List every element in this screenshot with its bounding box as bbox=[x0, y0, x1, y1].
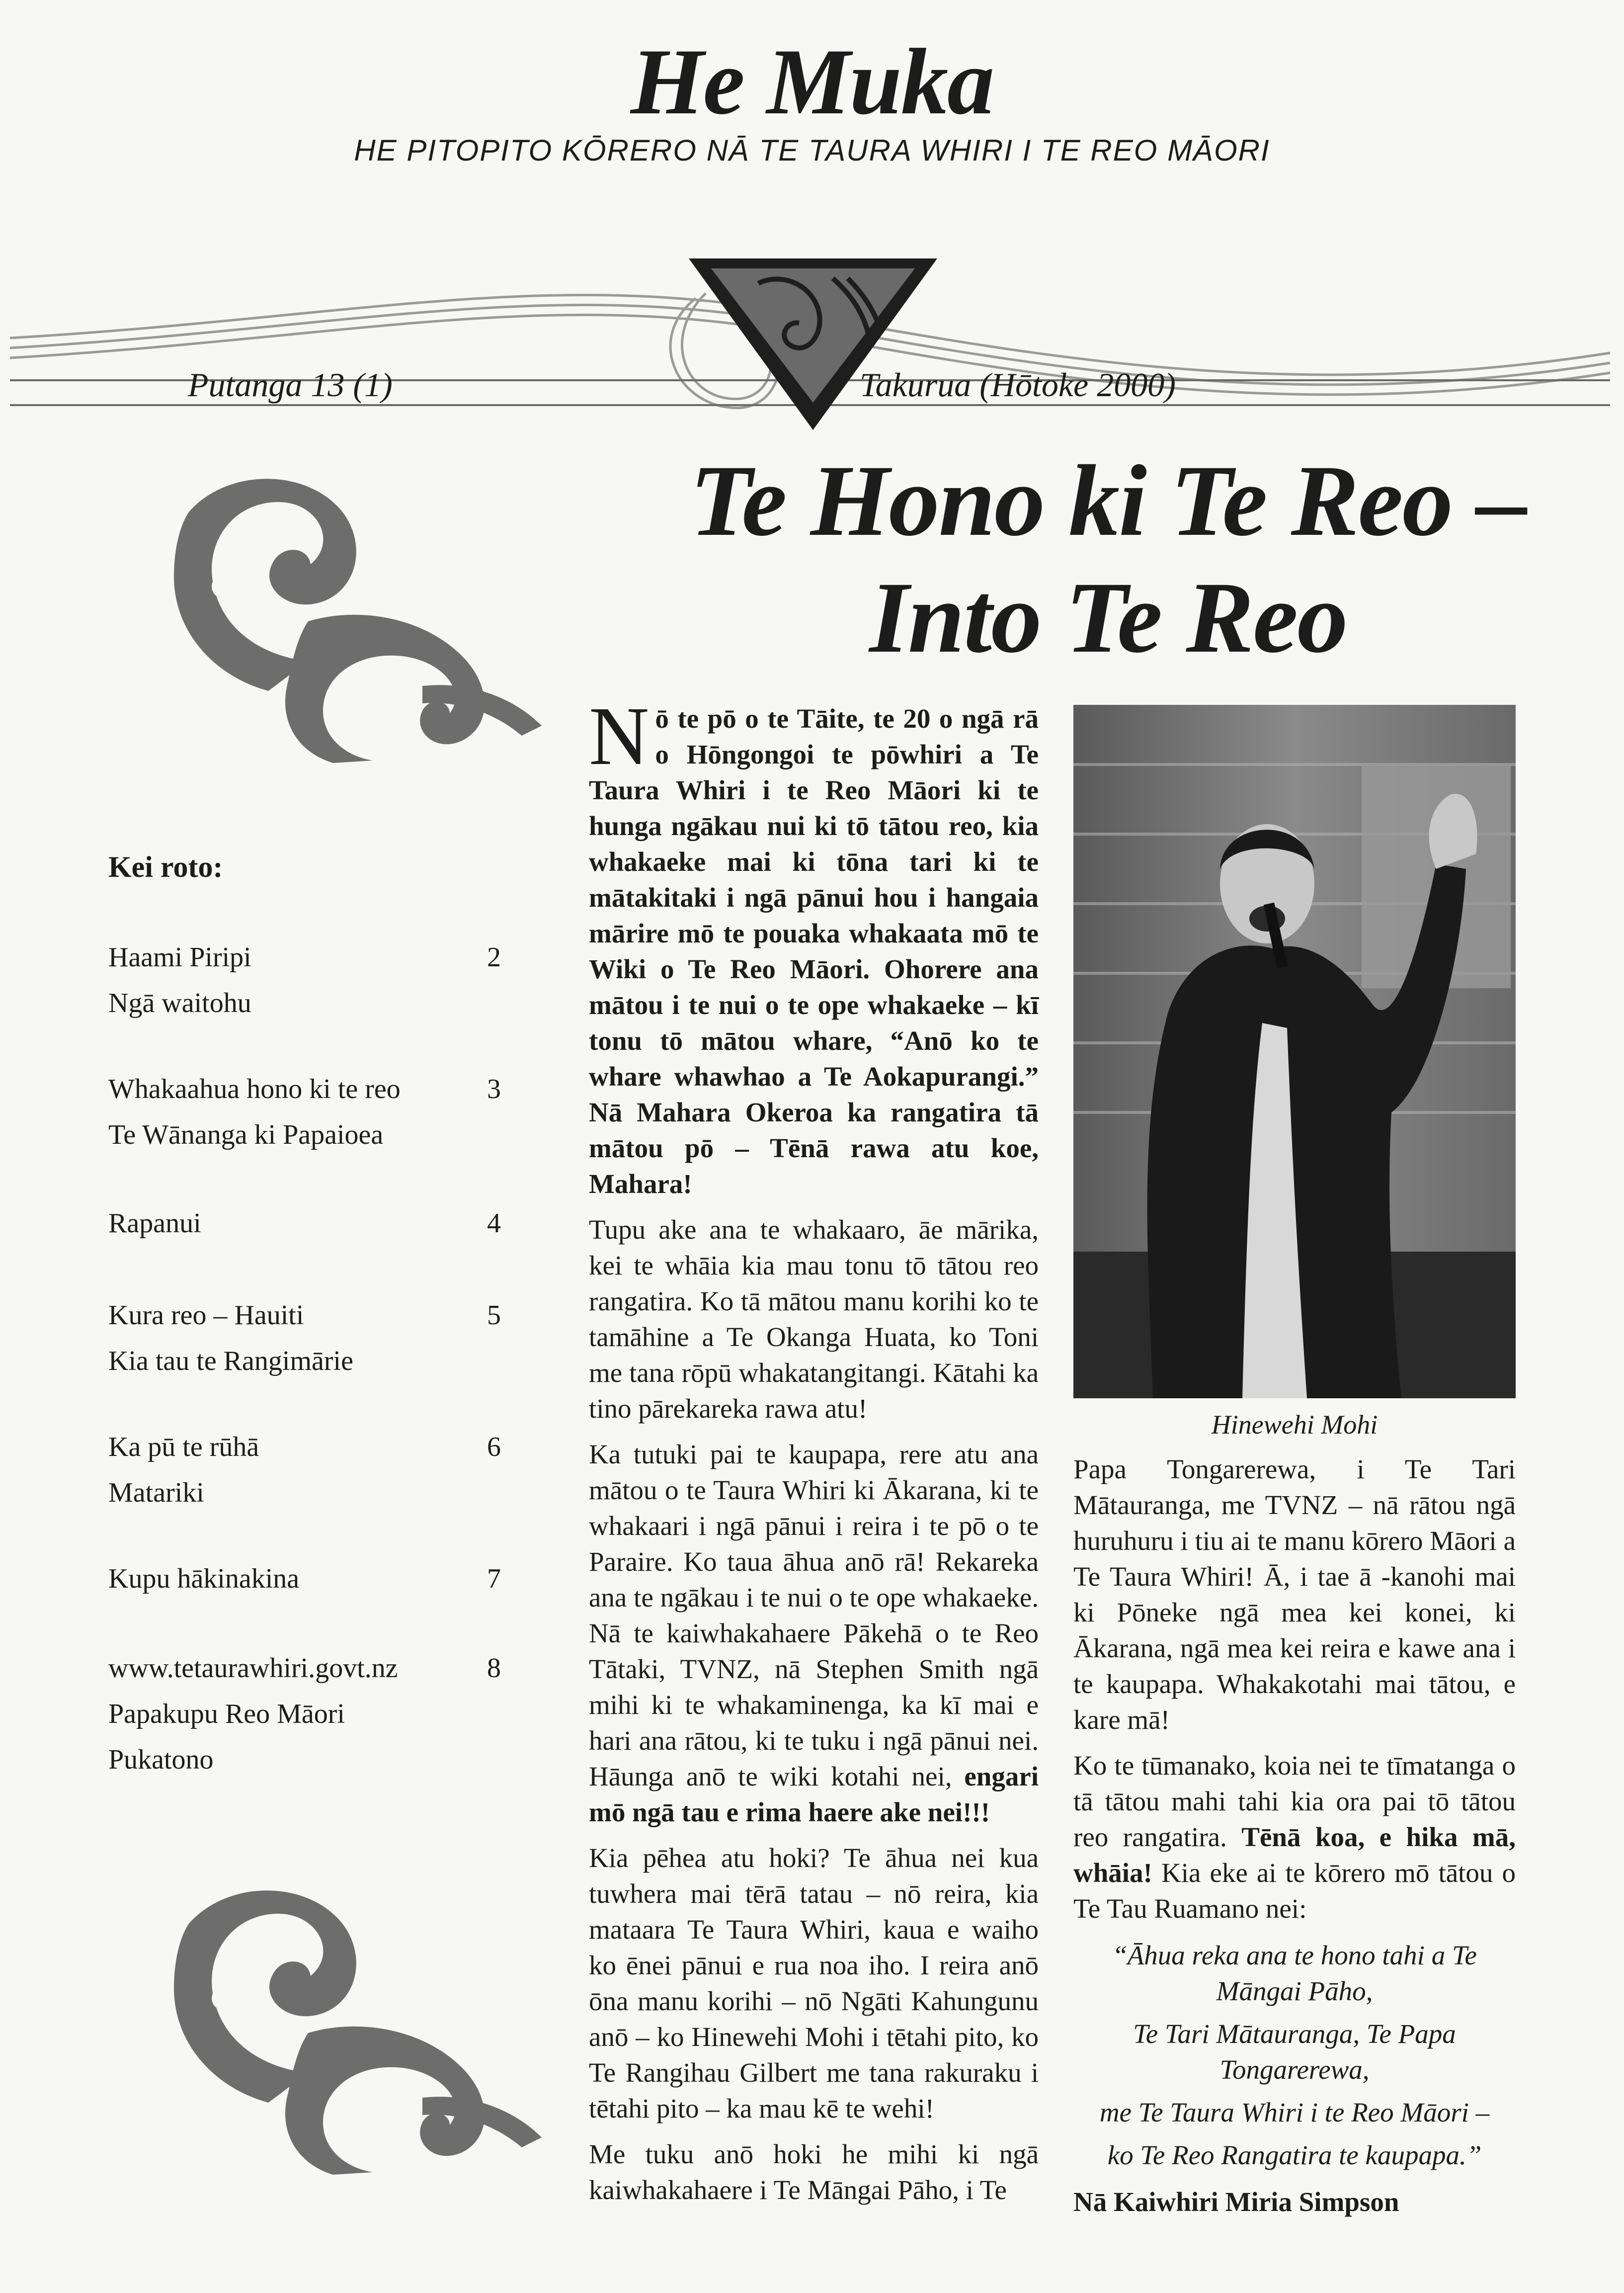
toc-entry bbox=[108, 1737, 501, 1783]
photo-caption: Hinewehi Mohi bbox=[1211, 1410, 1378, 1440]
toc-entry bbox=[108, 980, 501, 1026]
toc-entry-label: Ka pū te rūhā bbox=[108, 1432, 259, 1462]
paragraph-3-text: Ka tutuki pai te kaupapa, rere atu ana mātou o te Taura Whiri ki Ākarana, ki te whakaari i ngā pānui i reira i te pō o te Paraire. Ko taua āhua anō rā! Rekareka ana te ngākau i te nui o te ope whakaeke. Nā te kaiwhakahaere Pākehā o te Reo Tātaki, TVNZ, nā Stephen Smith ngā mihi ki te whakaminenga, ka kī mai e hari ana rātou, ki te tuku i ngā pānui nei. Hāunga anō te wiki kotahi nei, bbox=[589, 1439, 1039, 1791]
article-paragraph-2: Tupu ake ana te whakaaro, āe mārika, kei te whāia kia mau tonu tō tātou reo rangatira. Ko tā mātou manu korihi ko te tamāhine a Te Okanga Huata, ko Toni me tana rōpū whakatangitangi. Kātahi ka tino pārekareka rawa atu! bbox=[589, 1214, 1039, 1424]
toc-entry bbox=[108, 1292, 501, 1338]
toc-entry bbox=[108, 1112, 501, 1158]
toc-entry bbox=[108, 934, 501, 980]
poem-line: me Te Taura Whiri i te Reo Māori – bbox=[1099, 2097, 1490, 2127]
toc-entry-label: Ngā waitohu bbox=[108, 988, 251, 1019]
article-paragraph-5: Me tuku anō hoki he mihi ki ngā kaiwhakahaere i Te Māngai Pāho, i Te bbox=[589, 2139, 1039, 2205]
toc-entry-page: 8 bbox=[487, 1653, 501, 1684]
toc-entry-page: 6 bbox=[487, 1432, 501, 1462]
toc-entry-label: Whakaahua hono ki te reo bbox=[108, 1074, 401, 1104]
toc-entry-label: Te Wānanga ki Papaioea bbox=[108, 1119, 384, 1150]
toc-group bbox=[108, 1292, 501, 1384]
toc-heading: Kei roto: bbox=[108, 850, 223, 883]
toc-entry bbox=[108, 1691, 501, 1737]
koru-ornament-top-icon bbox=[144, 457, 552, 765]
toc-group bbox=[108, 934, 501, 1026]
toc-group bbox=[108, 1424, 501, 1516]
toc-entry-page: 7 bbox=[487, 1563, 501, 1594]
toc-entry-label: Haami Piripi bbox=[108, 942, 251, 973]
article-column-right bbox=[1073, 1451, 1516, 2220]
toc-group bbox=[108, 1066, 501, 1158]
paragraph-7-emphasis: Tēnā koa, e hika mā, whāia! bbox=[1073, 1822, 1516, 1888]
drop-cap: N bbox=[589, 690, 650, 782]
toc-entry-label: Pukatono bbox=[108, 1744, 214, 1775]
issue-number: Putanga 13 (1) bbox=[188, 366, 393, 404]
toc-entry bbox=[108, 1338, 501, 1384]
toc-entry-label: www.tetaurawhiri.govt.nz bbox=[108, 1653, 398, 1684]
poem-line: Te Tari Mātauranga, Te Papa Tongarerewa, bbox=[1133, 2019, 1456, 2085]
toc-entry-page: 5 bbox=[487, 1300, 501, 1331]
toc-entry-page: 2 bbox=[487, 942, 501, 973]
toc-entry bbox=[108, 1424, 501, 1470]
poem-line: “Āhua reka ana te hono tahi a Te Māngai Pāho, bbox=[1112, 1940, 1477, 2006]
article-column-middle bbox=[589, 690, 1039, 2218]
toc-entry-label: Kupu hākinakina bbox=[108, 1563, 300, 1594]
toc-entry-page: 4 bbox=[487, 1208, 501, 1239]
toc-entry-label: Kura reo – Hauiti bbox=[108, 1300, 304, 1331]
headline-line-2: Into Te Reo bbox=[869, 561, 1347, 674]
masthead-subtitle: HE PITOPITO KŌRERO NĀ TE TAURA WHIRI I TE REO MĀORI bbox=[354, 134, 1270, 167]
article-paragraph-4: Kia pēhea atu hoki? Te āhua nei kua tuwhera mai tērā tatau – nō reira, kia mataara Te Taura Whiri, kaua e waiho ko ēnei pānui e rua noa iho. I reira anō ōna manu korihi – nō Ngāti Kahungunu anō – ko Hinewehi Mohi i tētahi pito, ko Te Rangihau Gilbert me tana rakuraku i tētahi pito – ka mau kē te wehi! bbox=[589, 1843, 1039, 2123]
toc-entry bbox=[108, 1645, 501, 1691]
toc-entry-label: Matariki bbox=[108, 1477, 204, 1508]
toc-entry bbox=[108, 1066, 501, 1112]
author-signature: Nā Kaiwhiri Miria Simpson bbox=[1073, 2187, 1399, 2217]
photo-hinewehi-mohi bbox=[1073, 705, 1516, 1398]
toc-entry-page: 3 bbox=[487, 1074, 501, 1104]
article-paragraph-7 bbox=[1073, 1748, 1516, 1927]
poem-line: ko Te Reo Rangatira te kaupapa.” bbox=[1107, 2140, 1482, 2170]
toc-entry-label: Papakupu Reo Māori bbox=[108, 1699, 345, 1729]
koru-ornament-bottom-icon bbox=[144, 1869, 552, 2177]
poem bbox=[1073, 1938, 1516, 2173]
lead-text: ō te pō o te Tāite, te 20 o ngā rā o Hōngongoi te pōwhiri a Te Taura Whiri i te Reo Māori ki te hunga ngākau nui ki tō tātou reo, kia whakaeke mai ki tōna tari ki te mātakitaki i ngā pānui hou i hangaia mārire mō te pouaka whakaata mō te Wiki o Te Reo Māori. Ohorere ana mātou i te nui o te ope whakaeke – kī tonu tō mātou whare, “Anō ko te whare whawhao a Te Aokapurangi.” Nā Mahara Okeroa ka rangatira tā mātou pō – Tēnā rawa atu koe, Mahara! bbox=[589, 703, 1039, 1199]
photo-illustration bbox=[1073, 705, 1516, 1398]
toc-entry bbox=[108, 1200, 501, 1246]
taura-whiri-emblem-icon bbox=[684, 254, 942, 432]
paragraph-7-end: Kia eke ai te kōrero mō tātou o Te Tau Ruamano nei: bbox=[1073, 1858, 1516, 1924]
toc-group bbox=[108, 1556, 501, 1602]
toc-group bbox=[108, 1645, 501, 1783]
toc-entry-label: Rapanui bbox=[108, 1208, 201, 1239]
toc-entry bbox=[108, 1470, 501, 1516]
toc-group bbox=[108, 1200, 501, 1246]
issue-season: Takurua (Hōtoke 2000) bbox=[860, 366, 1176, 404]
article-paragraph-6: Papa Tongarerewa, i Te Tari Mātauranga, me TVNZ – nā rātou ngā huruhuru i tiu ai te manu kōrero Māori a Te Taura Whiri! Ā, i tae ā -kanohi mai ki Pōneke ngā mea kei konei, ki Ākarana, ngā mea kei reira e kawe ana i te kaupapa. Whakakotahi mai tātou, e kare mā! bbox=[1073, 1454, 1516, 1735]
masthead-title: He Muka bbox=[630, 30, 994, 134]
toc-entry bbox=[108, 1556, 501, 1602]
paragraph-7-text: Ko te tūmanako, koia nei te tīmatanga o tā tātou mahi tahi kia ora pai tō tātou reo rangatira. bbox=[1073, 1750, 1516, 1852]
article-lead bbox=[589, 690, 1039, 1202]
toc-entry-label: Kia tau te Rangimārie bbox=[108, 1346, 353, 1376]
article-paragraph-3 bbox=[589, 1437, 1039, 1830]
paragraph-3-emphasis: engari mō ngā tau e rima haere ake nei!!! bbox=[589, 1761, 1039, 1827]
headline-line-1: Te Hono ki Te Reo – bbox=[690, 444, 1527, 557]
